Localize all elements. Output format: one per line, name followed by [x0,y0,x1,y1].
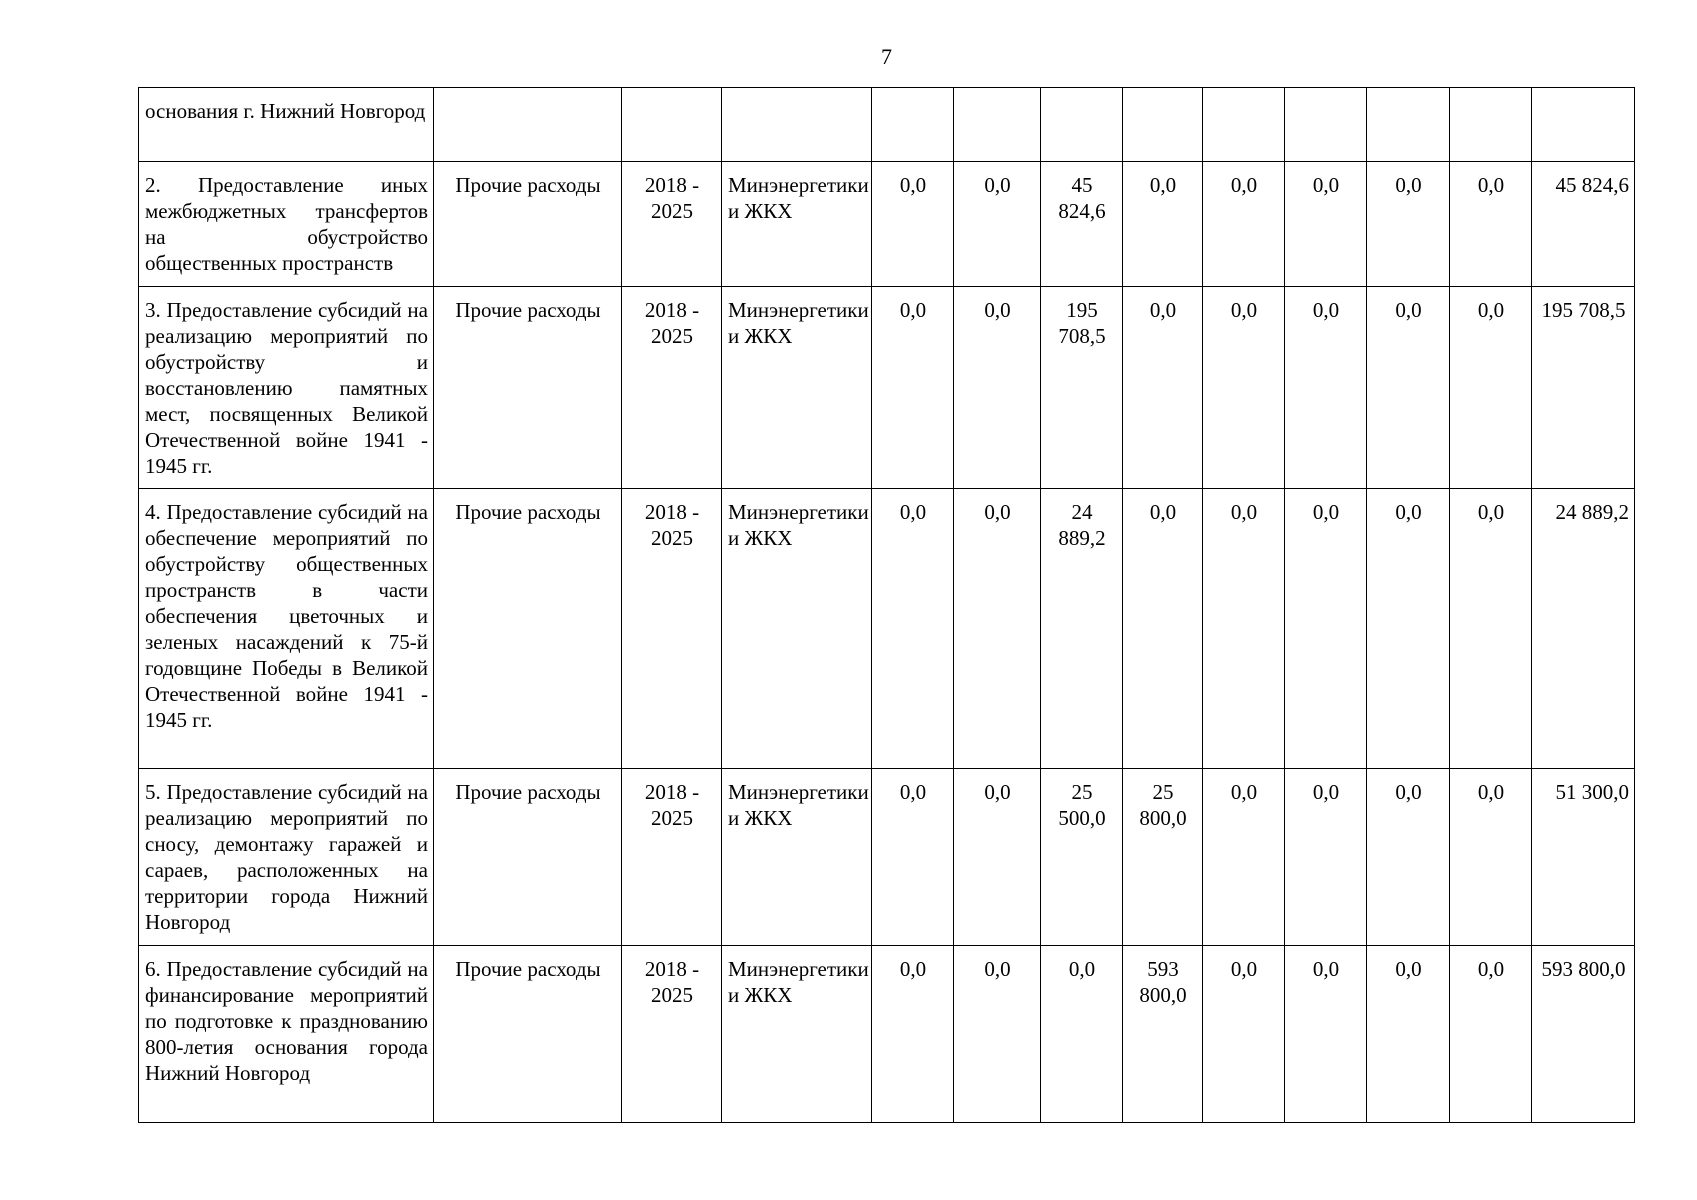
period-cell: 2018 - 2025 [622,946,722,1123]
expense-type-cell: Прочие расходы [434,489,622,769]
total-cell: 51 300,0 [1532,769,1635,946]
measure-name-cell: 2. Предоставление иных межбюджетных трансфертов на обустройство общественных пространств [139,162,434,287]
value-cell: 593 800,0 [1123,946,1203,1123]
value-cell: 0,0 [1203,769,1285,946]
expense-type-cell: Прочие расходы [434,769,622,946]
value-cell: 0,0 [1367,162,1450,287]
value-cell: 45 824,6 [1041,162,1123,287]
value-cell: 0,0 [1285,946,1367,1123]
value-cell [954,88,1041,162]
budget-table [138,87,1635,1123]
executor-cell: Минэнергетики и ЖКХ [722,287,872,489]
measure-name-cell: 6. Предоставление субсидий на финансирование мероприятий по подготовке к празднованию 800-летия основания города Нижний Новгород [139,946,434,1123]
value-cell: 0,0 [1450,489,1532,769]
period-cell: 2018 - 2025 [622,162,722,287]
value-cell: 0,0 [954,946,1041,1123]
executor-cell: Минэнергетики и ЖКХ [722,769,872,946]
total-cell [1532,88,1635,162]
value-cell: 0,0 [1367,946,1450,1123]
value-cell: 0,0 [954,287,1041,489]
executor-cell: Минэнергетики и ЖКХ [722,946,872,1123]
value-cell: 0,0 [1203,489,1285,769]
total-cell: 24 889,2 [1532,489,1635,769]
period-cell: 2018 - 2025 [622,287,722,489]
value-cell [1203,88,1285,162]
value-cell: 0,0 [1450,162,1532,287]
executor-cell: Минэнергетики и ЖКХ [722,162,872,287]
value-cell: 24 889,2 [1041,489,1123,769]
value-cell: 0,0 [1203,162,1285,287]
value-cell: 0,0 [1123,489,1203,769]
value-cell: 0,0 [954,162,1041,287]
period-cell: 2018 - 2025 [622,769,722,946]
value-cell: 0,0 [872,162,954,287]
value-cell: 195 708,5 [1041,287,1123,489]
value-cell: 0,0 [872,287,954,489]
table-row [139,489,1635,769]
value-cell: 0,0 [954,489,1041,769]
value-cell: 0,0 [872,489,954,769]
value-cell: 0,0 [1367,287,1450,489]
value-cell [1041,88,1123,162]
expense-type-cell: Прочие расходы [434,287,622,489]
value-cell: 0,0 [954,769,1041,946]
value-cell [1450,88,1532,162]
value-cell [1123,88,1203,162]
table-row [139,287,1635,489]
measure-name-cell: 4. Предоставление субсидий на обеспечение мероприятий по обустройству общественных пространств в части обеспечения цветочных и зеленых насаждений к 75-й годовщине Победы в Великой Отечественной войне 1941 - 1945 гг. [139,489,434,769]
expense-type-cell: Прочие расходы [434,162,622,287]
value-cell: 0,0 [1450,946,1532,1123]
total-cell: 593 800,0 [1532,946,1635,1123]
value-cell: 0,0 [1285,769,1367,946]
value-cell: 0,0 [1285,287,1367,489]
value-cell: 0,0 [1041,946,1123,1123]
measure-name-cell: основания г. Нижний Новгород [139,88,434,162]
value-cell: 0,0 [1123,287,1203,489]
expense-type-cell [434,88,622,162]
value-cell: 25 500,0 [1041,769,1123,946]
value-cell: 0,0 [872,946,954,1123]
period-cell [622,88,722,162]
measure-name-cell: 3. Предоставление субсидий на реализацию мероприятий по обустройству и восстановлению памятных мест, посвященных Великой Отечественной войне 1941 - 1945 гг. [139,287,434,489]
value-cell: 0,0 [1450,287,1532,489]
value-cell: 0,0 [1450,769,1532,946]
value-cell: 0,0 [1367,769,1450,946]
value-cell: 25 800,0 [1123,769,1203,946]
value-cell: 0,0 [1203,946,1285,1123]
table-row [139,946,1635,1123]
value-cell: 0,0 [1285,162,1367,287]
period-cell: 2018 - 2025 [622,489,722,769]
expense-type-cell: Прочие расходы [434,946,622,1123]
value-cell [1367,88,1450,162]
value-cell: 0,0 [1285,489,1367,769]
total-cell: 45 824,6 [1532,162,1635,287]
measure-name-cell: 5. Предоставление субсидий на реализацию мероприятий по сносу, демонтажу гаражей и сараев, расположенных на территории города Нижний Новгород [139,769,434,946]
value-cell: 0,0 [872,769,954,946]
value-cell [1285,88,1367,162]
page-number: 7 [881,44,892,69]
table-row [139,769,1635,946]
value-cell: 0,0 [1203,287,1285,489]
executor-cell: Минэнергетики и ЖКХ [722,489,872,769]
value-cell [872,88,954,162]
value-cell: 0,0 [1367,489,1450,769]
value-cell: 0,0 [1123,162,1203,287]
table-row [139,88,1635,162]
total-cell: 195 708,5 [1532,287,1635,489]
table-row [139,162,1635,287]
executor-cell [722,88,872,162]
